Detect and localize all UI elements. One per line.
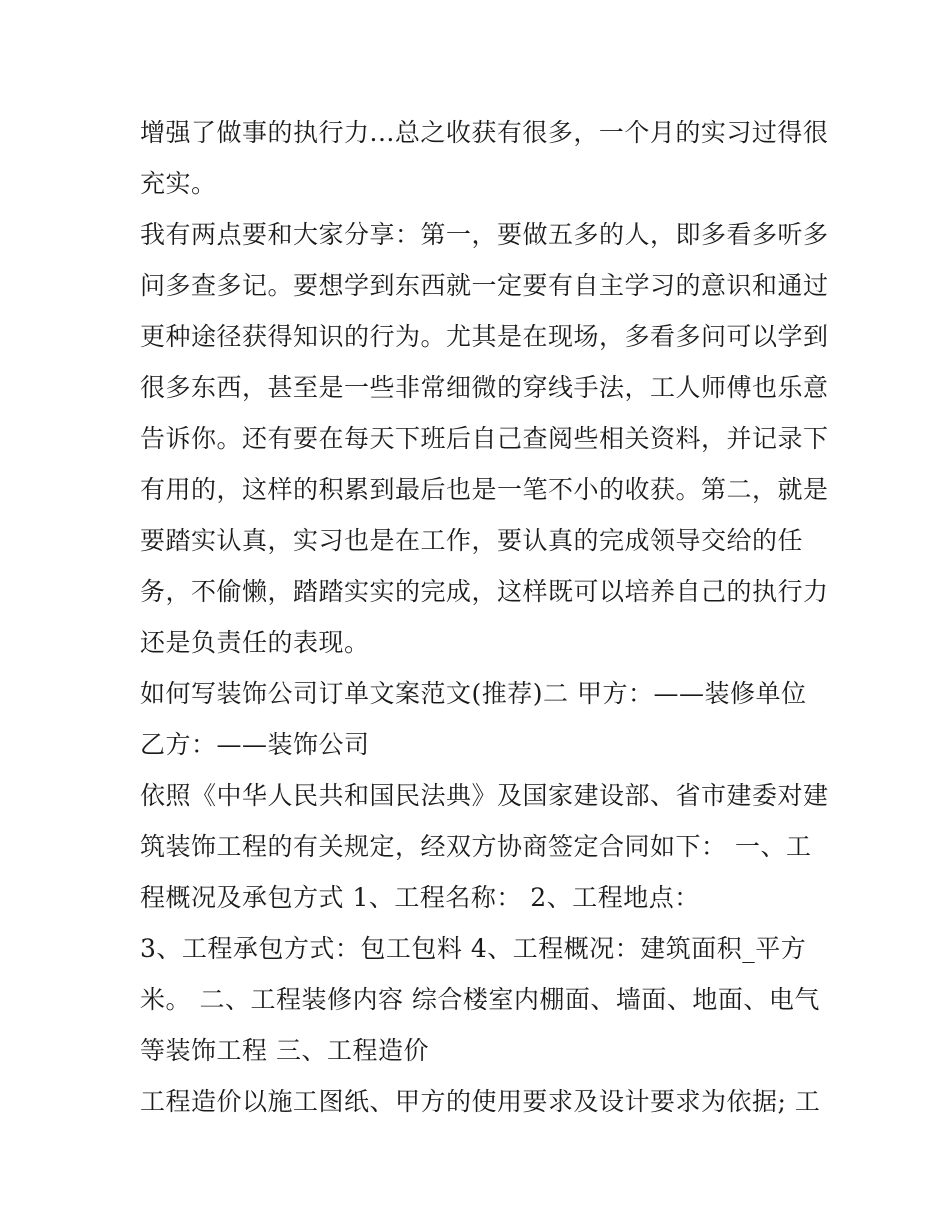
text-line: 依照《中华人民共和国民法典》及国家建设部、省市建委对建 bbox=[140, 781, 829, 810]
text-line: 工程造价以施工图纸、甲方的使用要求及设计要求为依据; 工 bbox=[140, 1087, 821, 1116]
text-line: 3、工程承包方式：包工包料 4、工程概况：建筑面积_平方 bbox=[140, 934, 807, 963]
text-line: 很多东西，甚至是一些非常细微的穿线手法，工人师傅也乐意 bbox=[140, 373, 829, 402]
text-line: 问多查多记。要想学到东西就一定要有自主学习的意识和通过 bbox=[140, 271, 829, 300]
document-body bbox=[140, 107, 829, 1127]
text-line: 筑装饰工程的有关规定，经双方协商签定合同如下： 一、工 bbox=[140, 832, 812, 861]
text-line: 米。 二、工程装修内容 综合楼室内棚面、墙面、地面、电气 bbox=[140, 985, 820, 1014]
text-line: 告诉你。还有要在每天下班后自己查阅些相关资料，并记录下 bbox=[140, 424, 829, 453]
text-line: 充实。 bbox=[140, 169, 217, 198]
text-line: 更种途径获得知识的行为。尤其是在现场，多看多问可以学到 bbox=[140, 322, 829, 351]
text-line: 程概况及承包方式 1、工程名称： 2、工程地点： bbox=[140, 883, 700, 912]
text-line: 务，不偷懒，踏踏实实的完成，这样既可以培养自己的执行力 bbox=[140, 577, 829, 606]
text-line: 等装饰工程 三、工程造价 bbox=[140, 1036, 429, 1065]
text-line: 我有两点要和大家分享：第一，要做五多的人，即多看多听多 bbox=[140, 220, 829, 249]
text-line: 还是负责任的表现。 bbox=[140, 628, 370, 657]
section-heading-line: 如何写装饰公司订单文案范文(推荐)二 甲方：——装修单位 bbox=[140, 679, 807, 708]
text-line: 增强了做事的执行力...总之收获有很多，一个月的实习过得很 bbox=[140, 118, 829, 147]
text-line: 乙方：——装饰公司 bbox=[140, 730, 370, 759]
text-line: 要踏实认真，实习也是在工作，要认真的完成领导交给的任 bbox=[140, 526, 804, 555]
text-line: 有用的，这样的积累到最后也是一笔不小的收获。第二，就是 bbox=[140, 475, 829, 504]
